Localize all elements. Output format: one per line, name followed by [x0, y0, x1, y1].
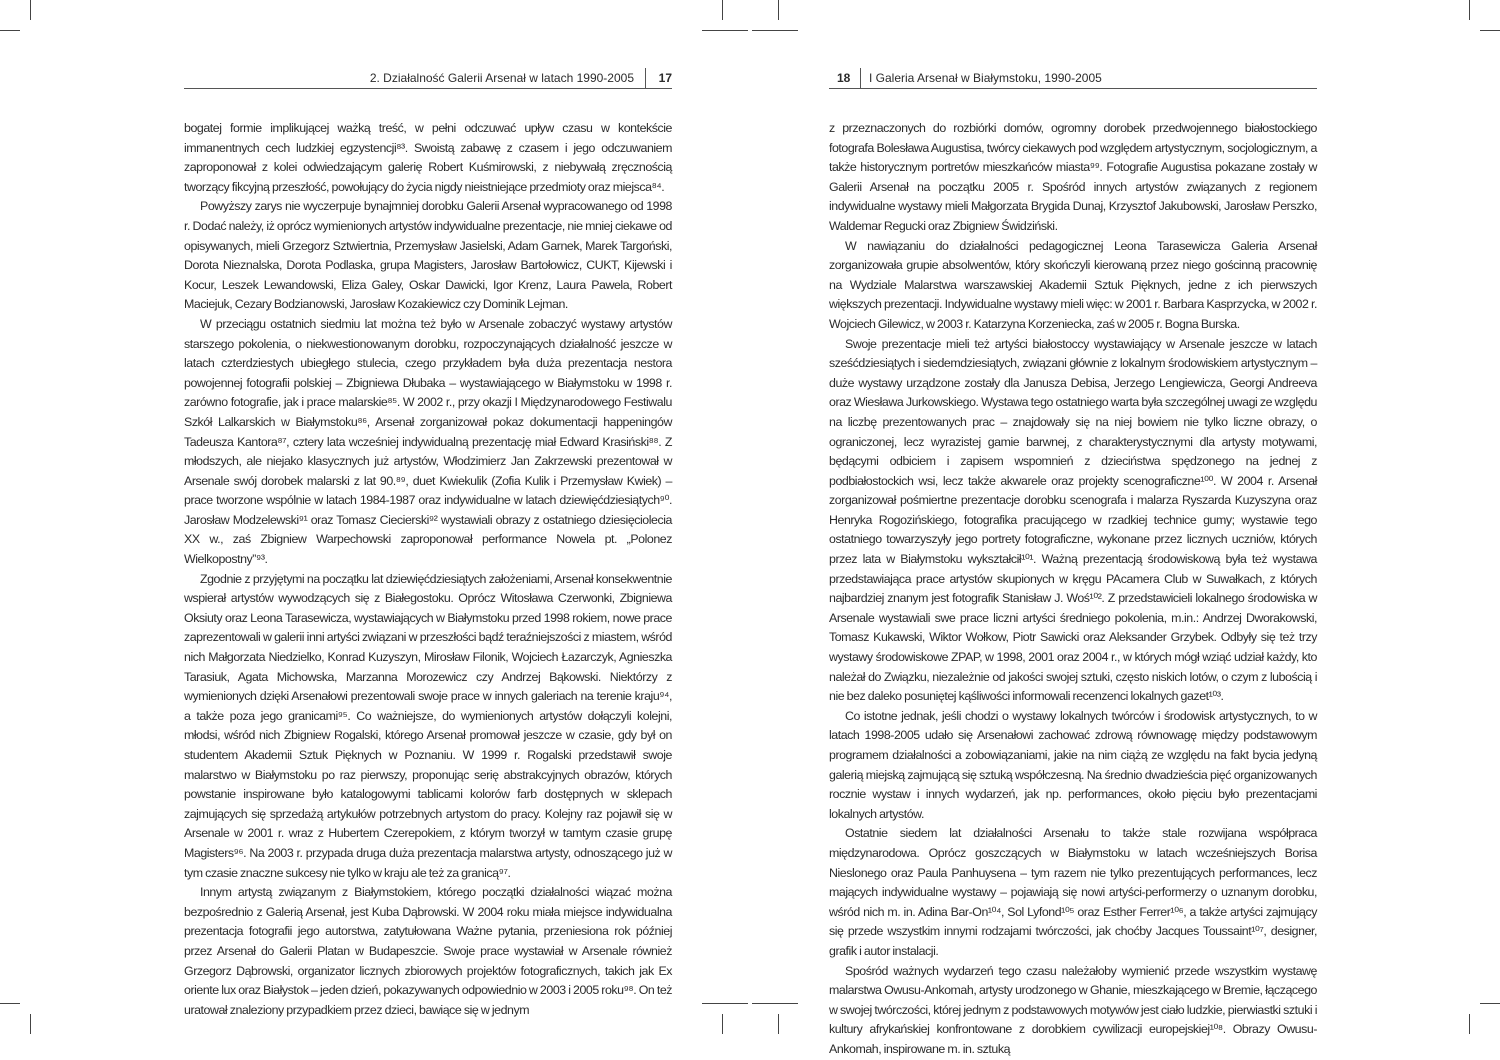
page-number: 18 [837, 71, 851, 85]
header-separator [860, 68, 861, 88]
page-number: 17 [658, 71, 672, 85]
running-header [184, 66, 672, 90]
crop-mark [702, 1003, 748, 1004]
header-rule [184, 88, 672, 89]
paragraph: Spośród ważnych wydarzeń tego czasu należałoby wymienić przede wszystkim wystawę malarstwa Owusu-Ankomah, artysty urodzonego w Ghanie, mieszkającego w Bremie, łączącego w swojej twórczości, której jednym z podstawowych motywów jest ciało ludzkie, pierwiastki sztuki i kultury afrykańskiej konfrontowane z dorobkiem cywilizacji europejskiej¹⁰⁸. Obrazy Owusu-Ankomah, inspirowane m. in. sztuką [829, 963, 1317, 1056]
crop-mark [1469, 0, 1470, 20]
left-page [184, 66, 672, 1020]
paragraph: W nawiązaniu do działalności pedagogicznej Leona Tarasewicza Galeria Arsenał zorganizowała grupie absolwentów, który skończyli kierowaną przez niego gościnną pracownię na Wydziale Malarstwa warszawskiej Akademii Sztuk Pięknych, jedne z ich pierwszych większych prezentacji. Indywidualne wystawy mieli więc: w 2001 r. Barbara Kasprzycka, w 2002 r. Wojciech Gilewicz, w 2003 r. Katarzyna Korzeniecka, zaś w 2005 r. Bogna Burska. [829, 238, 1317, 331]
running-header-title: 2. Działalność Galerii Arsenał w latach 1990-2005 [369, 71, 634, 85]
crop-mark [1480, 30, 1500, 31]
crop-mark [752, 1003, 798, 1004]
body-text [829, 119, 1317, 1060]
crop-mark [0, 1003, 20, 1004]
paragraph: Zgodnie z przyjętymi na początku lat dziewięćdziesiątych założeniami, Arsenał konsekwentnie wspierał artystów wywodzących się z Białegostoku. Oprócz Witosława Czerwonki, Zbigniewa Oksiuty oraz Leona Tarasewicza, wystawiających w Białymstoku przed 1998 rokiem, nowe prace zaprezentowali w galerii inni artyści związani w przeszłości bądź teraźniejszości z miastem, wśród nich Małgorzata Niedzielko, Konrad Kuzyszyn, Mirosław Filonik, Wojciech Łazarczyk, Agnieszka Tarasiuk, Agata Michowska, Marzanna Morozewicz czy Andrzej Bąkowski. Niektórzy z wymienionych dzięki Arsenałowi prezentowali swoje prace w innych galeriach na terenie kraju⁹⁴, a także poza jego granicami⁹⁵. Co ważniejsze, do wymienionych artystów dołączyli kolejni, młodsi, wśród nich Zbigniew Rogalski, którego Arsenał promował jeszcze w czasie, gdy był on studentem Akademii Sztuk Pięknych w Poznaniu. W 1999 r. Rogalski przedstawił swoje malarstwo w Białymstoku po raz pierwszy, proponując serię abstrakcyjnych obrazów, których powstanie inspirowane było katalogowymi tablicami kolorów farb dostępnych w sklepach zajmujących się sprzedażą artykułów potrzebnych artystom do pracy. Kolejny raz pojawił się w Arsenale w 2001 r. wraz z Hubertem Czerepokiem, z którym tworzył w tamtym czasie grupę Magisters⁹⁶. Na 2003 r. przypada druga duża prezentacja malarstwa artysty, odnoszącego już w tym czasie znaczne sukcesy nie tylko w kraju ale też za granicą⁹⁷. [184, 571, 672, 880]
paragraph: Innym artystą związanym z Białymstokiem, którego początki działalności wiązać można bezpośrednio z Galerią Arsenał, jest Kuba Dąbrowski. W 2004 roku miała miejsce indywidualna prezentacja fotografii jego autorstwa, zatytułowana Ważne pytania, przeniesiona rok później przez Arsenał do Galerii Platan w Budapeszcie. Swoje prace wystawiał w Arsenale również Grzegorz Dąbrowski, organizator licznych zbiorowych projektów fotograficznych, takich jak Ex oriente lux oraz Białystok – jeden dzień, pokazywanych odpowiednio w 2003 i 2005 roku⁹⁸. On też uratował znaleziony przypadkiem przez dzieci, bawiące się w jednym [184, 885, 672, 1017]
paragraph: Powyższy zarys nie wyczerpuje bynajmniej dorobku Galerii Arsenał wypracowanego od 1998 r. Dodać należy, iż oprócz wymienionych artystów indywidualne prezentacje, nie mniej ciekawe od opisywanych, mieli Grzegorz Sztwiertnia, Przemysław Jasielski, Adam Garnek, Marek Targoński, Dorota Nieznalska, Dorota Podlaska, grupa Magisters, Jarosław Bartołowicz, CUKT, Kijewski i Kocur, Leszek Lewandowski, Eliza Galey, Oskar Dawicki, Igor Krenz, Laura Pawela, Robert Maciejuk, Cezary Bodzianowski, Jarosław Kozakiewicz czy Dominik Lejman. [184, 199, 672, 312]
paragraph: z przeznaczonych do rozbiórki domów, ogromny dorobek przedwojennego białostockiego fotografa Bolesława Augustisa, twórcy ciekawych pod względem artystycznym, socjologicznym, a także historycznym portretów mieszkańców miasta⁹⁹. Fotografie Augustisa pokazane zostały w Galerii Arsenał na początku 2005 r. Spośród innych artystów związanych z regionem indywidualne wystawy mieli Małgorzata Brygida Dunaj, Krzysztof Jakubowski, Jarosław Perszko, Waldemar Regucki oraz Zbigniew Świdziński. [829, 121, 1317, 233]
paragraph: Co istotne jednak, jeśli chodzi o wystawy lokalnych twórców i środowisk artystycznych, to w latach 1998-2005 udało się Arsenałowi zachować zdrową równowagę między podstawowym programem działalności a zobowiązaniami, jakie na nim ciążą ze względu na fakt bycia jedyną galerią miejską zajmującą się sztuką współczesną. Na średnio dwadzieścia pięć organizowanych rocznie wystaw i innych wydarzeń, jak np. performances, około pięciu było prezentacjami lokalnych artystów. [829, 708, 1317, 821]
header-rule [829, 88, 1317, 89]
paragraph: bogatej formie implikującej ważką treść, w pełni odczuwać upływ czasu w kontekście immanentnych cech ludzkiej egzystencji⁸³. Swoistą zabawę z czasem i jego odczuwaniem zaproponował z kolei odwiedzającym galerię Robert Kuśmirowski, z niebywałą zręcznością tworzący fikcyjną przeszłość, powołujący do życia nigdy nieistniejące przedmioty oraz miejsca⁸⁴. [184, 121, 672, 194]
running-header-title: I Galeria Arsenał w Białymstoku, 1990-2005 [869, 71, 1102, 85]
crop-mark [1469, 1014, 1470, 1034]
crop-mark [778, 0, 779, 20]
right-page [829, 66, 1317, 1060]
paragraph: Swoje prezentacje mieli też artyści białostoccy wystawiający w Arsenale jeszcze w latach sześćdziesiątych i siedemdziesiątych, związani głównie z lokalnym środowiskiem artystycznym – duże wystawy urządzone zostały dla Janusza Debisa, Jerzego Lengiewicza, Georgi Andreeva oraz Wiesława Jurkowskiego. Wystawa tego ostatniego warta była szczególnej uwagi ze względu na liczbę prezentowanych prac – znajdowały się na niej bowiem nie tylko liczne obrazy, o ograniczonej, lecz wyrazistej gamie barwnej, z charakterystycznymi dla artysty motywami, będącymi odbiciem i zapisem wspomnień z dzieciństwa spędzonego na jednej z podbiałostockich wsi, lecz także akwarele oraz projekty scenograficzne¹⁰⁰. W 2004 r. Arsenał zorganizował pośmiertne prezentacje dorobku scenografa i malarza Ryszarda Kuzyszyna oraz Henryka Rogozińskiego, fotografika pracującego w rzadkiej technice gumy; wystawie tego ostatniego towarzyszyły jego portrety fotograficzne, wykonane przez licznych uczniów, których przez lata w Białymstoku wykształcił¹⁰¹. Ważną prezentacją środowiskową była też wystawa przedstawiająca prace artystów skupionych w kręgu PAcamera Club w Suwałkach, z których najbardziej znanym jest fotografik Stanisław J. Woś¹⁰². Z przedstawicieli lokalnego środowiska w Arsenale wystawiali swe prace liczni artyści średniego pokolenia, m.in.: Andrzej Dworakowski, Tomasz Kukawski, Wiktor Wołkow, Piotr Sawicki oraz Aleksander Grzybek. Odbyły się też trzy wystawy środowiskowe ZPAP, w 1998, 2001 oraz 2004 r., w których mógł wziąć udział każdy, kto należał do Związku, niezależnie od jakości swojej sztuki, często niskich lotów, o czym z lubością i nie bez daleko posuniętej kąśliwości informowali recenzenci lokalnych gazet¹⁰³. [829, 336, 1317, 704]
running-header [829, 66, 1317, 90]
crop-mark [722, 1014, 723, 1034]
header-separator [645, 68, 646, 88]
paragraph: Ostatnie siedem lat działalności Arsenału to także stale rozwijana współpraca międzynarodowa. Oprócz goszczących w Białymstoku w latach wcześniejszych Borisa Nieslonego oraz Paula Panhuysena – tym razem nie tylko prezentujących performances, lecz mających indywidualne wystawy – pojawiają się nowi artyści-performerzy o uznanym dorobku, wśród nich m. in. Adina Bar-On¹⁰⁴, Sol Lyfond¹⁰⁵ oraz Esther Ferrer¹⁰⁶, a także artyści zajmujący się przede wszystkim innymi rodzajami twórczości, jak choćby Jacques Toussaint¹⁰⁷, designer, grafik i autor instalacji. [829, 826, 1317, 958]
crop-mark [30, 1014, 31, 1034]
crop-mark [30, 0, 31, 20]
crop-mark [778, 1014, 779, 1034]
body-text [184, 119, 672, 1020]
crop-mark [0, 30, 20, 31]
crop-mark [1480, 1003, 1500, 1004]
crop-mark [752, 30, 798, 31]
crop-mark [702, 30, 748, 31]
crop-mark [722, 0, 723, 20]
paragraph: W przeciągu ostatnich siedmiu lat można też było w Arsenale zobaczyć wystawy artystów starszego pokolenia, o niekwestionowanym dorobku, rozpoczynających działalność jeszcze w latach czterdziestych ubiegłego stulecia, czego przykładem była duża prezentacja nestora powojennej fotografii polskiej – Zbigniewa Dłubaka – wystawiającego w Białymstoku w 1998 r. zarówno fotografie, jak i prace malarskie⁸⁵. W 2002 r., przy okazji I Międzynarodowego Festiwalu Szkół Lalkarskich w Białymstoku⁸⁶, Arsenał zorganizował pokaz dokumentacji happeningów Tadeusza Kantora⁸⁷, cztery lata wcześniej indywidualną prezentację miał Edward Krasiński⁸⁸. Z młodszych, ale niejako klasycznych już artystów, Włodzimierz Jan Zakrzewski prezentował w Arsenale swój dorobek malarski z lat 90.⁸⁹, duet Kwiekulik (Zofia Kulik i Przemysław Kwiek) – prace tworzone wspólnie w latach 1984-1987 oraz indywidualne w latach dziewięćdziesiątych⁹⁰. Jarosław Modzelewski⁹¹ oraz Tomasz Ciecierski⁹² wystawiali obrazy z ostatniego dziesięciolecia XX w., zaś Zbigniew Warpechowski zaproponował performance Nowela pt. „Polonez Wielkopostny”⁹³. [184, 316, 672, 567]
